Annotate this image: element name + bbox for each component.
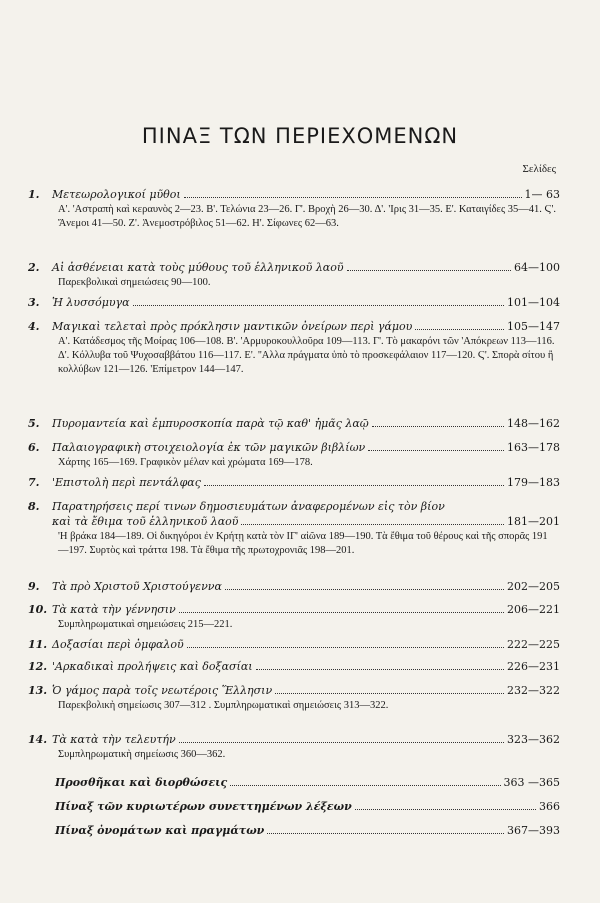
entry-pages: 202—205 [507,580,560,593]
entry-pages: 226—231 [507,660,560,673]
entry-title: Τὰ κατὰ τὴν τελευτήν [52,733,176,746]
entry-pages: 105—147 [507,320,560,333]
entry-title: Παρατηρήσεις περί τινων δημοσιευμάτων ἀναφερομένων εἰς τὸν βίον [52,500,445,513]
page-title: ΠΙΝΑΞ ΤΩΝ ΠΕΡΙΕΧΟΜΕΝΩΝ [141,124,459,148]
entry-subsections: Παρεκβολικαὶ σημειώσεις 90—100. [58,277,211,288]
entry-title: Μαγικαὶ τελεταὶ πρὸς πρόκλησιν μαντικῶν ὀνείρων περὶ γάμου [52,320,413,333]
entry-pages: 206—221 [507,603,560,616]
entry-number: 7. [28,476,40,489]
entry-title-cont: καὶ τὰ ἔθιμα τοῦ ἑλληνικοῦ λαοῦ [52,515,239,528]
entry-subsections: Α'. 'Αστραπὴ καὶ κεραυνὸς 2—23. Β'. Τελώνια 23—26. Γ'. Βροχὴ 26—30. Δ'. 'Ιρις 31—35. Ε'. Καταιγίδες 35—41. Ϛ'. Ἄνεμοι 41—50. Ζ'. Ἀνεμοστρόβιλος 51—62. Η'. Σίφωνες 62—63. [58,204,557,229]
entry-subsections: Συμπληρωματικὴ σημείωσις 360—362. [58,749,226,760]
entry-pages: 64—100 [514,261,560,274]
entry-title: Τὰ κατὰ τὴν γέννησιν [52,603,176,616]
entry-number: 1. [28,188,40,201]
appendix-entry [55,776,560,789]
entry-title: Πυρομαντεία καὶ ἐμπυροσκοπία παρὰ τῷ καθ' ἡμᾶς λαῷ [52,417,369,430]
entry-title: Τὰ πρὸ Χριστοῦ Χριστούγεννα [52,580,222,593]
entry-subsections: Συμπληρωματικαὶ σημειώσεις 215—221. [58,619,233,630]
entry-number: 14. [28,733,48,746]
entry-number: 11. [28,638,48,651]
entry-number: 4. [28,320,40,333]
appendix-pages: 367—393 [507,824,560,837]
entry-pages: 101—104 [507,296,560,309]
appendix-pages: 366 [539,800,560,813]
entry-number: 5. [28,417,40,430]
entry-pages: 148—162 [507,417,560,430]
appendix-title: Προσθῆκαι καὶ διορθώσεις [55,776,228,789]
entry-subsections: Παρεκβολικὴ σημείωσις 307—312 . Συμπληρωματικαὶ σημειώσεις 313—322. [58,700,389,711]
entry-number: 6. [28,441,40,454]
entry-number: 13. [28,684,48,697]
entry-number: 9. [28,580,40,593]
entry-number: 8. [28,500,40,513]
entry-subsections: Χάρτης 165—169. Γραφικὸν μέλαν καὶ χρώματα 169—178. [58,457,313,468]
entry-subsections: 'Η βράκα 184—189. Οἱ δικηγόροι ἐν Κρήτῃ κατὰ τὸν ΙΓ' αἰῶνα 189—190. Τὰ ἔθιμα τοῦ θέρους καὶ τῆς σπορᾶς 191—197. Συρτὸς καὶ τράττα 198. Τὰ ἔθιμα τῆς πρωτοχρονιᾶς 198—201. [58,531,548,556]
entry-pages: 179—183 [507,476,560,489]
entry-number: 10. [28,603,48,616]
entry-pages: 232—322 [507,684,560,697]
entry-title: Ὁ γάμος παρὰ τοῖς νεωτέροις Ἕλλησιν [52,684,273,697]
appendix-entry [55,800,560,813]
entry-title: Αἱ ἀσθένειαι κατὰ τοὺς μύθους τοῦ ἑλληνικοῦ λαοῦ [52,261,344,274]
entry-pages: 163—178 [507,441,560,454]
entry-number: 3. [28,296,40,309]
entry-title: Ἡ λυσσόμυγα [52,296,130,309]
entry-title: Παλαιογραφικὴ στοιχειολογία ἐκ τῶν μαγικῶν βιβλίων [52,441,366,454]
entry-number: 12. [28,660,48,673]
entry-pages: 1— 63 [524,188,560,201]
entry-title: 'Αρκαδικαὶ προλήψεις καὶ δοξασίαι [52,660,253,673]
entry-pages: 222—225 [507,638,560,651]
entry-pages: 323—362 [507,733,560,746]
entry-subsections: Α'. Κατάδεσμος τῆς Μοίρας 106—108. Β'. 'Αρμυροκουλλοῦρα 109—113. Γ'. Τὸ μακαρόνι τῶν 'Απόκρεων 113—116. Δ'. Κόλλυβα τοῦ Ψυχοσαββάτου 116—117. Ε'. ''Αλλα πράγματα ὑπὸ τὸ προσκεφάλαιον 117—120. Ϛ'. Σπορὰ σίτου ἢ κολλύβων 121—126. 'Επίμετρον 144—147. [58,336,555,375]
entry-title: Μετεωρολογικοί μῦθοι [52,188,181,201]
appendix-entry [55,824,560,837]
entry-title: 'Επιστολὴ περὶ πεντάλφας [52,476,201,489]
appendix-title: Πίναξ ὀνομάτων καὶ πραγμάτων [55,824,265,837]
appendix-pages: 363 —365 [503,776,560,789]
entry-pages: 181—201 [507,515,560,528]
entry-title: Δοξασίαι περὶ ὀμφαλοῦ [52,638,184,651]
pages-column-header: Σελίδες [522,163,556,175]
entry-number: 2. [28,261,40,274]
appendix-title: Πίναξ τῶν κυριωτέρων συνεττημένων λέξεων [55,800,352,813]
